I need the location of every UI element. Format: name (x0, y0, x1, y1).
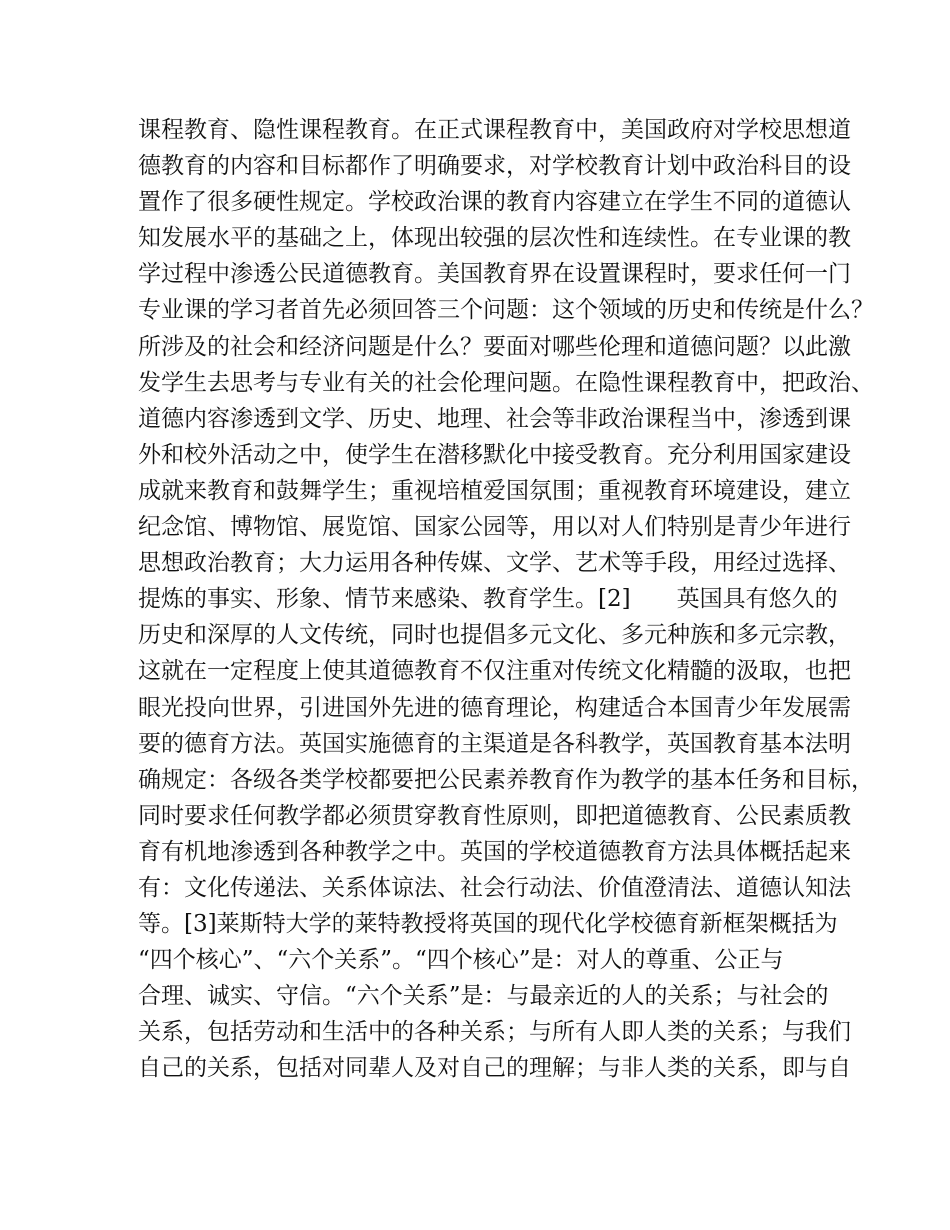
text-line: 提炼的事实、形象、情节来感染、教育学生。[2] 英国具有悠久的 (138, 586, 838, 613)
text-line: 所涉及的社会和经济问题是什么？要面对哪些伦理和道德问题？以此激 (138, 333, 851, 360)
text-line: 知发展水平的基础之上，体现出较强的层次性和连续性。在专业课的教 (138, 225, 851, 252)
text-line: 发学生去思考与专业有关的社会伦理问题。在隐性课程教育中，把政治、 (138, 369, 874, 396)
text-line: 关系，包括劳动和生活中的各种关系；与所有人即人类的关系；与我们 (138, 1019, 851, 1046)
text-line: 课程教育、隐性课程教育。在正式课程教育中，美国政府对学校思想道 (138, 117, 851, 143)
text-line: 有：文化传递法、关系体谅法、社会行动法、价值澄清法、道德认知法 (138, 874, 851, 901)
text-line: 学过程中渗透公民道德教育。美国教育界在设置课程时，要求任何一门 (138, 261, 851, 288)
body-text (138, 112, 874, 1087)
text-line: 这就在一定程度上使其道德教育不仅注重对传统文化精髓的汲取，也把 (138, 658, 851, 685)
text-line: 等。[3]莱斯特大学的莱特教授将英国的现代化学校德育新框架概括为 (138, 911, 838, 938)
text-line: 眼光投向世界，引进国外先进的德育理论，构建适合本国青少年发展需 (138, 694, 851, 721)
text-line: 纪念馆、博物馆、展览馆、国家公园等，用以对人们特别是青少年进行 (138, 514, 851, 541)
text-line: 置作了很多硬性规定。学校政治课的教育内容建立在学生不同的道德认 (138, 189, 851, 216)
text-line: “四个核心”、“六个关系”。“四个核心”是：对人的尊重、公正与 (138, 947, 784, 974)
text-line: 历史和深厚的人文传统，同时也提倡多元文化、多元种族和多元宗教， (138, 622, 851, 649)
text-line: 同时要求任何教学都必须贯穿教育性原则，即把道德教育、公民素质教 (138, 802, 851, 829)
text-line: 要的德育方法。英国实施德育的主渠道是各科教学，英国教育基本法明 (138, 730, 851, 757)
text-line: 德教育的内容和目标都作了明确要求，对学校教育计划中政治科目的设 (138, 153, 851, 180)
text-line: 专业课的学习者首先必须回答三个问题：这个领域的历史和传统是什么？ (138, 297, 874, 324)
text-line: 育有机地渗透到各种教学之中。英国的学校道德教育方法具体概括起来 (138, 838, 851, 865)
text-line: 自己的关系，包括对同辈人及对自己的理解；与非人类的关系，即与自 (138, 1055, 851, 1082)
text-line: 道德内容渗透到文学、历史、地理、社会等非政治课程当中，渗透到课 (138, 405, 851, 432)
text-line: 确规定：各级各类学校都要把公民素养教育作为教学的基本任务和目标， (138, 766, 874, 793)
text-line: 外和校外活动之中，使学生在潜移默化中接受教育。充分利用国家建设 (138, 441, 851, 468)
text-line: 思想政治教育；大力运用各种传媒、文学、艺术等手段，用经过选择、 (138, 550, 851, 577)
text-line: 合理、诚实、守信。“六个关系”是：与最亲近的人的关系；与社会的 (138, 983, 829, 1010)
text-line: 成就来教育和鼓舞学生；重视培植爱国氛围；重视教育环境建设，建立 (138, 477, 851, 504)
